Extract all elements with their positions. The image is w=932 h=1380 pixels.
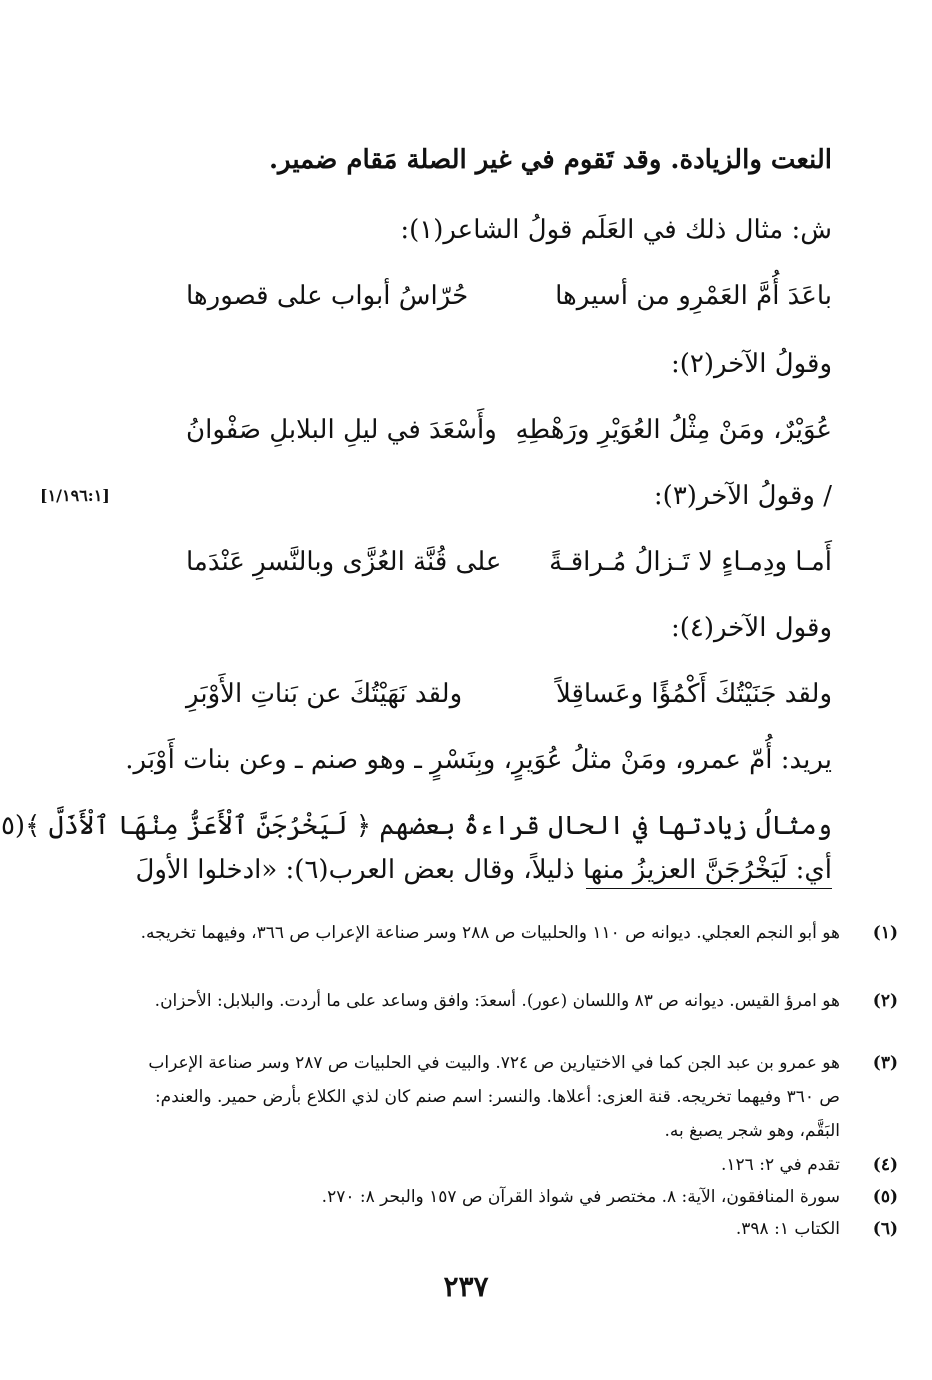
margin-reference: [١/١٩٦:١] — [40, 486, 110, 505]
footnote-number: (٣) — [872, 1053, 898, 1073]
verse-3-second-hemistich: على قُنَّة العُزَّى وبالنَّسرِ عَنْدَما — [186, 547, 502, 577]
body-line-5: وقول الآخر(٤): — [670, 613, 832, 643]
body-line-1: النعت والزيادة. وقد تَقوم في غير الصلة مَقام ضمير. — [268, 145, 832, 175]
verse-2-first-hemistich: عُوَيْرٌ، ومَنْ مِثْلُ العُوَيْرِ ورَهْطِهِ — [515, 415, 832, 445]
footnote-number: (٤) — [872, 1155, 898, 1175]
footnote-2 — [130, 984, 898, 1018]
body-line-6: يريد: أُمّ عمرو، ومَنْ مثلُ عُوَيرٍ، وبِنَسْرٍ ـ وهو صنم ـ وعن بنات أَوْبَر. — [125, 745, 832, 775]
footnote-text: هو عمرو بن عبد الجن كما في الاختيارين ص ٧٢٤. والبيت في الحلبيات ص ٢٨٧ وسر صناعة الإعراب ص ٣٦٠ وفيهما تخريجه. قنة العزى: أعلاها. والنسر: اسم صنم كان لذي الكلاع بأرض حمير. والعندم: البَقَّم، وهو شجر يصبغ به. — [148, 1053, 840, 1141]
footnote-text: هو امرؤ القيس. ديوانه ص ٨٣ واللسان (عور). أسعدَ: وافق وساعد على ما أردت. والبلابل: الأحزان. — [154, 991, 840, 1011]
footnote-separator — [586, 888, 832, 889]
verse-3-first-hemistich: أَمـا ودِمـاءٍ لا تَـزالُ مُـراقـةً — [549, 547, 832, 577]
footnote-number: (٢) — [872, 991, 898, 1011]
verse-4-first-hemistich: ولقد جَنَيْتُكَ أَكْمُؤًا وعَساقِلاً — [555, 679, 832, 709]
verse-2-second-hemistich: وأَسْعَدَ في ليلِ البلابلِ صَفْوانُ — [186, 415, 497, 445]
verse-1-first-hemistich: باعَدَ أُمَّ العَمْرِو من أسيرها — [555, 281, 832, 311]
footnote-number: (٥) — [872, 1187, 898, 1207]
verse-4-second-hemistich: ولقد نَهَيْتُكَ عن بَناتِ الأَوْبَرِ — [186, 679, 463, 709]
footnote-6 — [130, 1212, 898, 1246]
body-line-3: وقولُ الآخر(٢): — [670, 349, 832, 379]
footnote-1 — [130, 916, 898, 950]
body-line-8: أي: لَيَخْرُجَنَّ العزيزُ منها ذليلاً، وقال بعض العرب(٦): «ادخلوا الأولَ — [135, 855, 832, 885]
footnote-text: هو أبو النجم العجلي. ديوانه ص ١١٠ والحلبيات ص ٢٨٨ وسر صناعة الإعراب ص ٣٦٦، وفيهما تخريجه. — [140, 923, 840, 943]
footnote-text: تقدم في ٢: ١٢٦. — [721, 1155, 840, 1175]
footnote-text: سورة المنافقون، الآية: ٨. مختصر في شواذ القرآن ص ١٥٧ والبحر ٨: ٢٧٠. — [321, 1187, 840, 1207]
footnote-number: (٦) — [872, 1219, 898, 1239]
body-line-7: ومثالُ زيادتها في الحال قراءةُ بعضهم ﴿ لَيَخْرُجَنَّ ٱلْأَعَزُّ مِنْهَا ٱلْأَذَلَّ ﴾(٥ — [0, 811, 832, 841]
body-line-4: / وقولُ الآخر(٣): — [653, 481, 832, 511]
footnote-number: (١) — [872, 923, 898, 943]
body-line-2: ش: مثال ذلك في العَلَم قولُ الشاعر(١): — [400, 215, 832, 245]
page-number: ٢٣٧ — [443, 1270, 489, 1303]
verse-1-second-hemistich: حُرّاسُ أبواب على قصورها — [186, 281, 469, 311]
footnote-text: الكتاب ١: ٣٩٨. — [735, 1219, 840, 1239]
footnote-4 — [130, 1148, 898, 1182]
footnote-5 — [130, 1180, 898, 1214]
footnote-3 — [130, 1046, 898, 1148]
